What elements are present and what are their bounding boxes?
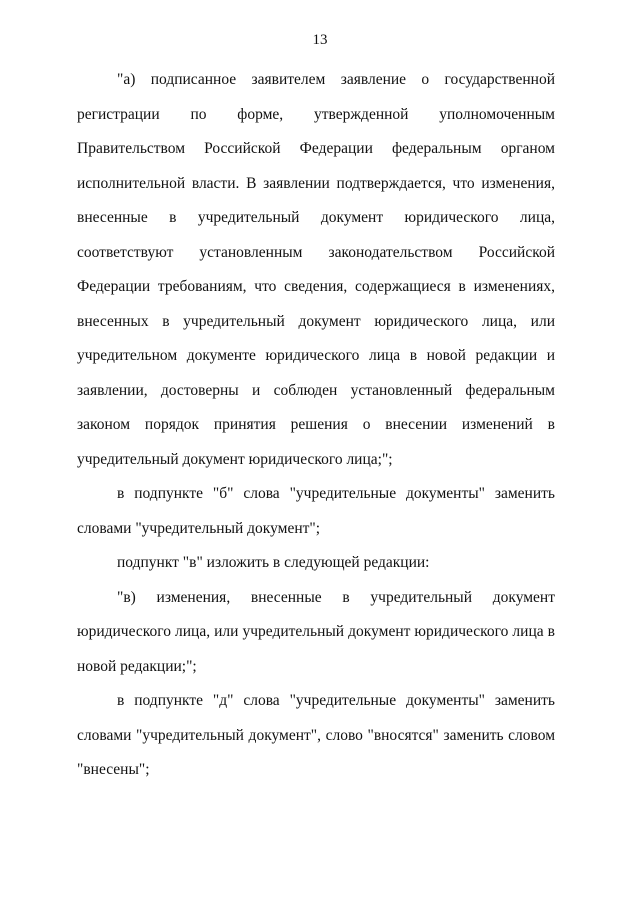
- paragraph-subpoint-v-text: "в) изменения, внесенные в учредительный документ юридического лица, или учредительный документ юридического лица в новой редакции;";: [77, 588, 555, 675]
- paragraph-subpoint-v-intro: подпункт "в" изложить в следующей редакции:: [117, 554, 430, 571]
- paragraph-subpoint-d-amendment: в подпункте "д" слова "учредительные документы" заменить словами "учредительный документ", слово "вносятся" заменить словом "внесены";: [77, 692, 555, 778]
- paragraph-subpoint-a: "а) подписанное заявителем заявление о государственной регистрации по форме, утвержденной уполномоченным Правительством Российской Федерации федеральным органом исполнительной власти. В заявлении подтверждается, что изменения, внесенные в учредительный документ юридического лица, соответствуют установленным законодательством Российской Федерации требованиям, что сведения, содержащиеся в изменениях, внесенных в учредительный документ юридического лица, или учредительном документе юридического лица в новой редакции и заявлении, достоверны и соблюден установленный федеральным законом порядок принятия решения о внесении изменений в учредительный документ юридического лица;";: [77, 71, 555, 468]
- page-number: 13: [312, 32, 328, 48]
- paragraph-subpoint-b-amendment: в подпункте "б" слова "учредительные документы" заменить словами "учредительный документ";: [77, 485, 555, 537]
- document-body: [77, 63, 555, 788]
